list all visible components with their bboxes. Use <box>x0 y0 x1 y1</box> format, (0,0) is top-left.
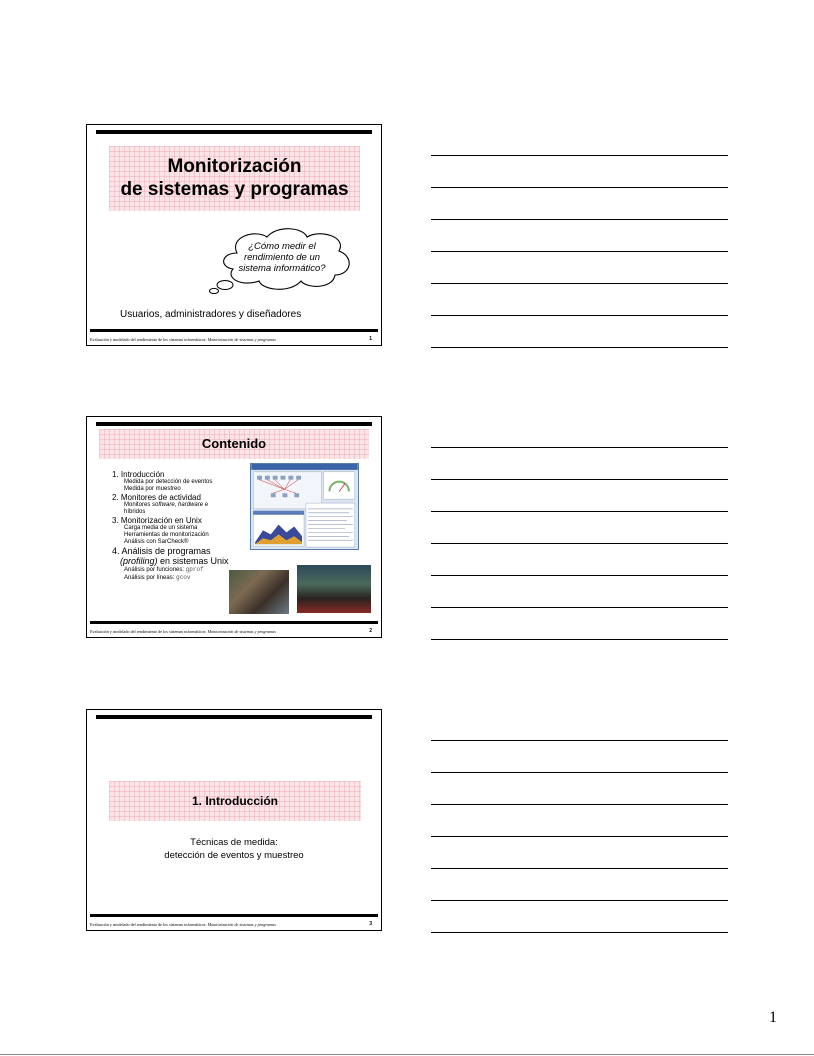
notes-lines-1 <box>431 155 728 379</box>
toc-sub: Medida por detección de eventos <box>124 479 213 485</box>
slide-title: 1. Introducción <box>109 781 361 821</box>
slide-1 <box>86 124 382 346</box>
slide-top-bar <box>96 422 372 426</box>
toc-heading: 1. Introducción <box>112 470 165 479</box>
slide-footer: Evaluación y modelado del rendimiento de los sistemas informáticos: Monitorización de sistemas y programas <box>90 629 276 634</box>
slide-top-bar <box>96 130 372 134</box>
slide-bottom-bar <box>90 621 378 624</box>
slide-2 <box>86 416 382 638</box>
toc-sub: Carga media de un sistema <box>124 525 198 531</box>
table-of-contents <box>112 470 252 582</box>
slide-title: Contenido <box>99 429 369 459</box>
cloud-question-text: ¿Cómo medir el rendimiento de un sistema informático? <box>238 241 326 274</box>
slide-bottom-bar <box>90 329 378 332</box>
slide-subtitle: Técnicas de medida: detección de eventos y muestreo <box>164 837 304 861</box>
photo-hardware-work <box>229 570 289 614</box>
toc-sub: Análisis por funciones: gprof <box>124 566 204 573</box>
toc-sub: híbridos <box>124 509 146 515</box>
slide-title-box <box>109 146 360 211</box>
toc-heading: 4. Análisis de programas <box>112 546 211 556</box>
toc-heading: 2. Monitores de actividad <box>112 493 201 502</box>
toc-heading-cont: (profiling) en sistemas Unix <box>120 556 229 566</box>
slide-footer: Evaluación y modelado del rendimiento de los sistemas informáticos: Monitorización de sistemas y programas <box>90 337 276 342</box>
toc-sub: Medida por muestreo <box>124 486 181 492</box>
page-number: 1 <box>769 1009 777 1026</box>
slide-title-line-2: de sistemas y programas <box>120 179 349 200</box>
slide-subtitle: Usuarios, administradores y diseñadores <box>120 309 302 320</box>
notes-lines-3 <box>431 740 728 964</box>
slide-3 <box>86 709 382 931</box>
slide-number: 2 <box>369 628 372 634</box>
slide-footer: Evaluación y modelado del rendimiento de los sistemas informáticos: Monitorización de sistemas y programas <box>90 922 276 927</box>
slide-top-bar <box>96 715 372 719</box>
toc-sub: Análisis con SarCheck® <box>124 539 189 545</box>
slide-number: 1 <box>369 336 372 342</box>
slide-title-line-1: Monitorización <box>167 156 302 177</box>
slide-number: 3 <box>369 921 372 927</box>
notes-lines-2 <box>431 447 728 671</box>
toc-sub: Monitores software, hardware e <box>124 502 209 508</box>
toc-heading: 3. Monitorización en Unix <box>112 516 202 525</box>
slide-bottom-bar <box>90 914 378 917</box>
toc-sub: Análisis por líneas: gcov <box>124 574 191 581</box>
monitoring-software-screenshot <box>250 463 359 550</box>
toc-sub: Herramientas de monitorización <box>124 532 209 538</box>
photo-control-room <box>297 565 371 613</box>
page-bottom-rule <box>0 1054 814 1055</box>
